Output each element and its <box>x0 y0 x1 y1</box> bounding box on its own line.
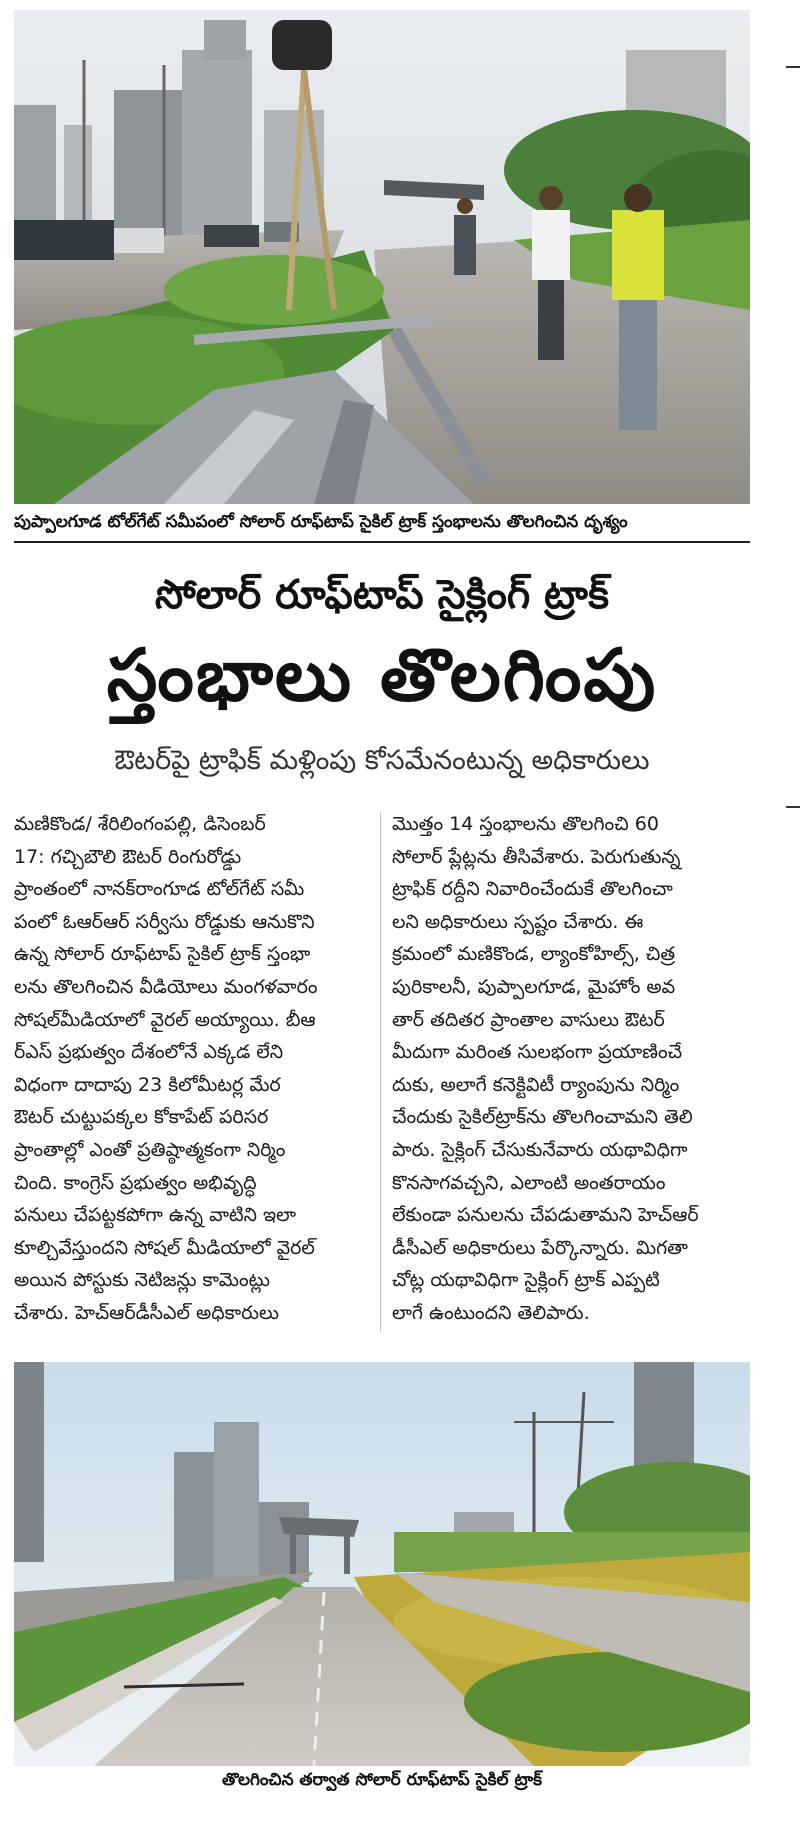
demolition-scene-image <box>14 10 750 504</box>
body-line: పంలో ఓఆర్‌ఆర్ సర్వీసు రోడ్డుకు ఆనుకొని <box>14 910 315 933</box>
headline: స్తంభాలు తొలగింపు <box>106 633 658 717</box>
subheadline: ఔటర్‌పై ట్రాఫిక్ మళ్లింపు కోసమేనంటున్న అధికారులు <box>114 745 650 776</box>
margin-rule <box>786 66 800 68</box>
margin-rule <box>786 806 800 808</box>
body-line: ప్రాంతాల్లో ఎంతో ప్రతిష్ఠాత్మకంగా నిర్మిం <box>14 1138 286 1161</box>
body-line: చేశారు. హెచ్‌ఆర్‌డీసీఎల్ అధికారులు <box>14 1301 280 1324</box>
body-line: చోట్ల యథావిధిగా సైక్లింగ్ ట్రాక్ ఎప్పటి <box>392 1269 660 1292</box>
body-line: క్రమంలో మణికొండ, ల్యాంకోహిల్స్, చిత్ర <box>392 943 676 966</box>
body-line: మణికొండ/ శేరిలింగంపల్లి, డిసెంబర్ <box>14 813 266 835</box>
body-line: డీసీఎల్ అధికారులు పేర్కొన్నారు. మిగతా <box>392 1236 688 1259</box>
body-line: పారు. సైక్లింగ్ చేసుకునేవారు యథావిధిగా <box>392 1138 688 1161</box>
body-line: లాగే ఉంటుందని తెలిపారు. <box>392 1301 590 1324</box>
body-line: లని అధికారులు స్పష్టం చేశారు. ఈ <box>392 910 644 933</box>
top-photo-caption: పుప్పాలగూడ టోల్‌గేట్ సమీపంలో సోలార్ రూఫ్‌టాప్ సైకిల్ ట్రాక్ స్తంభాలను తొలగించిన దృశ్యం <box>14 512 628 532</box>
bottom-photo <box>14 1362 750 1766</box>
body-line: దుకు, అలాగే కనెక్టివిటీ ర్యాంపును నిర్మిం <box>392 1073 680 1096</box>
caption-divider <box>14 541 750 543</box>
body-line: మీదుగా మరింత సులభంగా ప్రయాణించే <box>392 1041 683 1064</box>
body-column-left <box>14 808 372 1348</box>
top-photo <box>14 10 750 504</box>
body-line: సోషల్‌మీడియాలో వైరల్ అయ్యాయి. బీఆ <box>14 1008 316 1031</box>
body-line: లను తొలగించిన వీడియోలు మంగళవారం <box>14 975 318 998</box>
headline-kicker: సోలార్ రూఫ్‌టాప్ సైక్లింగ్ ట్రాక్ <box>154 572 610 618</box>
body-line: కూల్చివేస్తుందని సోషల్ మీడియాలో వైరల్ <box>14 1236 315 1259</box>
body-line: పనులు చేపట్టకపోగా ఉన్న వాటిని ఇలా <box>14 1204 297 1227</box>
body-line: ర్‌ఎస్ ప్రభుత్వం దేశంలోనే ఎక్కడ లేని <box>14 1041 284 1064</box>
body-line: చింది. కాంగ్రెస్ ప్రభుత్వం అభివృద్ధి <box>14 1171 257 1194</box>
body-line: ఉన్న సోలార్ రూఫ్‌టాప్ సైకిల్ ట్రాక్ స్తంభా <box>14 943 311 966</box>
body-line: కొనసాగవచ్చని, ఎలాంటి అంతరాయం <box>392 1171 666 1194</box>
body-line: 17: గచ్చిబౌలి ఔటర్ రింగురోడ్డు <box>14 845 242 868</box>
body-line: చేందుకు సైకిల్‌ట్రాక్‌ను తొలగించామని తెలి <box>392 1106 693 1129</box>
body-line: ప్రాంతంలో నానక్‌రాంగూడ టోల్‌గేట్ సమీ <box>14 878 305 901</box>
body-line: మొత్తం 14 స్తంభాలను తొలగించి 60 <box>392 813 659 835</box>
body-line: తార్ తదితర ప్రాంతాల వాసులు ఔటర్ <box>392 1008 665 1031</box>
body-column-right <box>392 808 750 1348</box>
body-line: సోలార్ ప్లేట్లను తీసివేశారు. పెరుగుతున్న <box>392 845 681 868</box>
column-divider <box>380 812 381 1332</box>
body-line: ట్రాఫిక్ రద్దీని నివారించేందుకే తొలగించా <box>392 878 673 901</box>
bottom-photo-caption: తొలగించిన తర్వాత సోలార్ రూఫ్‌టాప్ సైకిల్ ట్రాక్ <box>221 1770 543 1790</box>
cleared-cycle-track-image <box>14 1362 750 1766</box>
body-line: అయిన పోస్టుకు నెటిజన్లు కామెంట్లు <box>14 1269 270 1292</box>
body-line: పురికాలనీ, పుప్పాలగూడ, మైహోం అవ <box>392 975 676 998</box>
body-line: లేకుండా పనులను చేపడుతామని హెచ్‌ఆర్ <box>392 1204 699 1227</box>
body-line: విధంగా దాదాపు 23 కిలోమీటర్ల మేర <box>14 1073 281 1096</box>
body-line: ఔటర్ చుట్టుపక్కల కోకాపేట్ పరిసర <box>14 1106 269 1129</box>
